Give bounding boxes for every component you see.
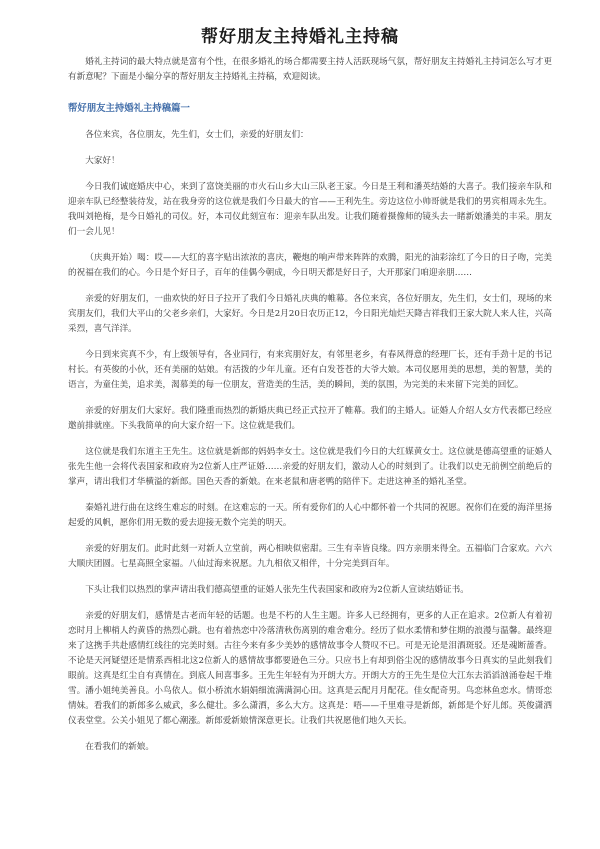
body-paragraph: 今日我们诚庭婚庆中心，来到了富饶美丽的市火石山乡大山三队老王家。今日是王利和潘英结婚的大喜子。我们接亲车队和迎亲车队已经整装待发，站在我身旁的这位就是我们今日最大的官——王利先生。旁边这位小帅哥就是我们的男宾相周永先生。我叫刘艳梅，是今日婚礼的司仪。好，本司仪此刻宣布：迎亲车队出发。让我们随着摄像师的镜头去一睹新娘潘美的丰采。朋友们一会儿见！ bbox=[68, 182, 552, 237]
body-paragraph: 今日到来宾真不少，有上级领导有，各业同行，有来宾朋好友，有邻里老乡，有春风得意的经理厂长，还有手劲十足的书记村长。有英俊的小伙，还有美丽的姑娘。有活拨的少年儿童。还有白发苍苍的大爷大娘。本司仪愿用美的思想，美的智慧，美的语言，为童住美，追求美，渴慕美的每一位朋友，营造美的生活，美的瞬间，美的氛围，为完美的未来留下完美的回忆。 bbox=[68, 350, 552, 390]
body-paragraph: 大家好！ bbox=[85, 156, 120, 166]
body-paragraph: 亲爱的好朋友们，感情是古老而年轻的话题。也是不朽的人生主题。许多人已经拥有，更多的人正在追求。2位新人有着初恋时月上柳梢人约黄昏的热烈心跳。也有着热恋中冷落清秋伤离别的难舍难分。经历了似水柔情和梦住期的浪漫与温馨。最终迎来了这携手共赴感情红线往的完美时刻。古往今来有多少美妙的感情故事令人赞叹不已。可是无论是泪酒斑驳。还是魂断蔷香。不论是天河疑望还是情系西相北这2位新人的感情故事都要逊色三分。只应书上有却到俗尘况的感情故事今日真实的呈此刻我们眼前。这真是红尘自有真情在。到底人间喜事多。王先生年轻有为开朗大方。开朗大方的王先生是位大江东去滔滔汹涌卷起千堆雪。潘小姐纯美善良。小鸟依人。似小桥流水娟娟细流满满洞心田。这真是云配月月配花。佳女配奇男。鸟恋林鱼恋水。情哥恋情妹。看我们的新郎多么威武，多么健壮。多么潇洒，多么大方。这真是：唔——千里难寻是新郎，新郎是个好儿郎。英俊潇洒仪表堂堂。公关小姐见了都心潮涨。新郎爱新娘情深意更长。让我们共祝愿他们地久天长。 bbox=[68, 611, 552, 726]
page-title: 帮好朋友主持婚礼主持稿 bbox=[201, 27, 399, 47]
body-paragraph: 亲爱的好朋友们，一曲欢快的好日子拉开了我们今日婚礼庆典的帷幕。各位来宾，各位好朋友，先生们，女士们，现场的来宾朋友们，我们大平山的父老乡亲们，大家好。今日是2月20日农历正12，今日阳光灿烂天降吉祥我们王家大院人来人往，兴高采烈，喜气洋洋。 bbox=[68, 294, 552, 334]
body-paragraph: 在看我们的新娘。 bbox=[85, 742, 154, 752]
document-body bbox=[68, 55, 552, 766]
body-paragraph: 亲爱的好朋友们大家好。我们隆重而热烈的新婚庆典已经正式拉开了帷幕。我们的主婚人。证婚人介绍人女方代表都已经应邀前排就座。下头我简单的向大家介绍一下。这位就是我们。 bbox=[68, 406, 552, 431]
section-subtitle: 帮好朋友主持婚礼主持稿篇一 bbox=[68, 103, 190, 114]
body-paragraph: 各位来宾，各位朋友，先生们，女士们，亲爱的好朋友们： bbox=[85, 130, 309, 140]
body-paragraph: 这位就是我们东道主王先生。这位就是新郎的妈妈李女士。这位就是我们今日的大红媒黄女士。这位就是德高望重的证婚人张先生他一会将代表国家和政府为2位新人庄严证婚……亲爱的好朋友们，激动人心的时刻到了。让我们以史无前例空前绝后的掌声，请出我们才华横溢的新郎。国色天香的新娘。在来老鼠和唐老鸭的陪伴下。走进这神圣的婚礼圣堂。 bbox=[68, 447, 552, 487]
body-paragraph: 秦婚礼进行曲在这终生难忘的时刻。在这难忘的一天。所有爱你们的人心中都怀着一个共同的祝愿。祝你们在爱的海洋里扬起爱的风帆，愿你们用无数的爱去迎接无数个完美的明天。 bbox=[68, 503, 552, 528]
body-paragraph: （庆典开始）喝：哎——大红的喜字贴出浓浓的喜庆，鞭炮的响声带来阵阵的欢腾，阳光的油彩涂红了今日的日子吻，完美的祝福在我们的心。今日是个好日子，百年的佳偶今朝成，今日明天都是好日子，大开那家门咱迎亲朋…… bbox=[68, 253, 552, 278]
body-paragraph: 亲爱的好朋友们。此时此刻一对新人立堂前，两心相映似密甜。三生有幸皆良缘。四方亲朋来得全。五福临门合家欢。六六大顺庆团圆。七星高照全家福。八仙过海来祝愿。九九相依又相伴，十分完美到百年。 bbox=[68, 544, 552, 569]
intro-paragraph: 婚礼主持词的最大特点就是富有个性，在很多婚礼的场合都需要主持人活跃现场气氛，帮好朋友主持婚礼主持词怎么写才更有新意呢？下面是小编分享的帮好朋友主持婚礼主持稿，欢迎阅读。 bbox=[68, 57, 552, 82]
body-paragraph: 下头让我们以热烈的掌声请出我们德高望重的证婚人张先生代表国家和政府为2位新人宣读结婚证书。 bbox=[85, 585, 469, 595]
